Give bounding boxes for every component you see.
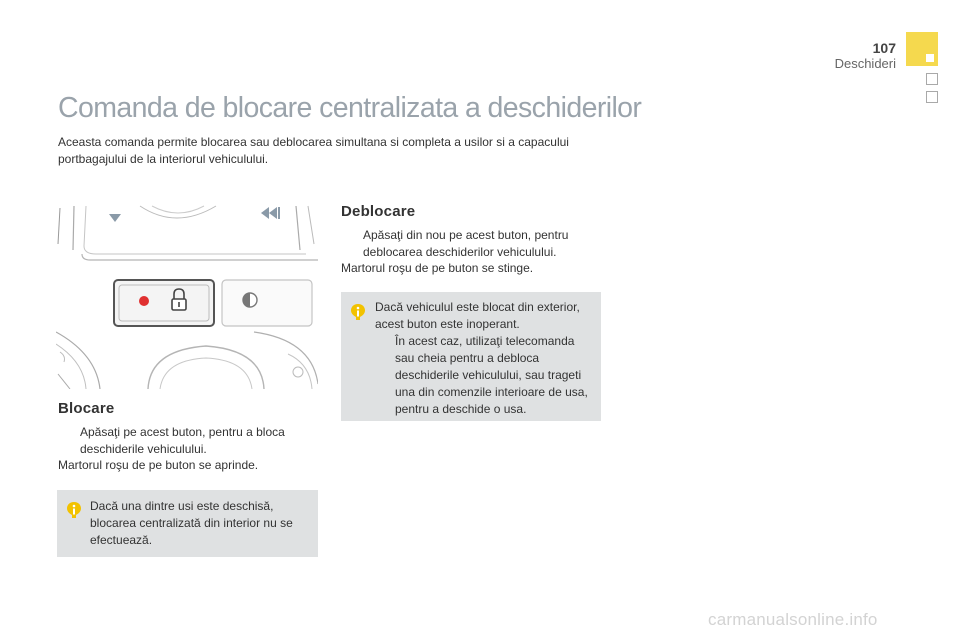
deblocare-note-box	[341, 292, 601, 421]
chapter-tab-active[interactable]	[906, 32, 938, 66]
double-arrow-left-icon	[261, 207, 280, 219]
blocare-heading: Blocare	[58, 400, 115, 417]
info-icon	[350, 303, 366, 321]
deblocare-bullet	[341, 227, 591, 261]
half-circle-icon	[243, 293, 257, 307]
section-label: Deschideri	[834, 56, 896, 71]
triangle-down-icon	[109, 214, 121, 222]
blocare-note-text: Dacă una dintre usi este deschisă, blocarea centralizată din interior nu se efectuează.	[90, 499, 293, 547]
red-indicator-dot	[139, 296, 149, 306]
blocare-bullet	[58, 424, 308, 458]
deblocare-note-bullet-text: În acest caz, utilizaţi telecomanda sau cheia pentru a debloca deschiderile vehiculului, sau trageti una din comenzile interioare de usa, pentru a deschide o usa.	[395, 334, 588, 416]
blocare-bullet-text: Apăsaţi pe acest buton, pentru a bloca deschiderile vehiculului.	[80, 425, 285, 456]
deblocare-note-text: Dacă vehiculul este blocat din exterior, acest buton este inoperant.	[375, 300, 580, 331]
central-locking-button-drawing	[56, 204, 318, 389]
deblocare-heading: Deblocare	[341, 203, 416, 220]
dashboard-illustration	[56, 204, 318, 389]
info-icon	[66, 501, 82, 519]
chapter-tab[interactable]	[926, 73, 938, 85]
tab-marker-icon	[926, 54, 934, 62]
watermark: carmanualsonline.info	[708, 610, 878, 629]
deblocare-bullet-text: Apăsaţi din nou pe acest buton, pentru deblocarea deschiderilor vehiculului.	[363, 228, 569, 259]
blocare-note-box	[57, 490, 318, 557]
page-title: Comanda de blocare centralizata a deschiderilor	[58, 92, 642, 124]
chapter-tab[interactable]	[926, 91, 938, 103]
blocare-status: Martorul roşu de pe buton se aprinde.	[58, 458, 259, 472]
deblocare-status: Martorul roşu de pe buton se stinge.	[341, 261, 534, 275]
page-number: 107	[872, 40, 896, 56]
deblocare-note-bullet	[375, 333, 597, 418]
intro-paragraph: Aceasta comanda permite blocarea sau deblocarea simultana si completa a usilor si a capacului portbagajului de la interiorul vehiculului.	[58, 135, 569, 166]
